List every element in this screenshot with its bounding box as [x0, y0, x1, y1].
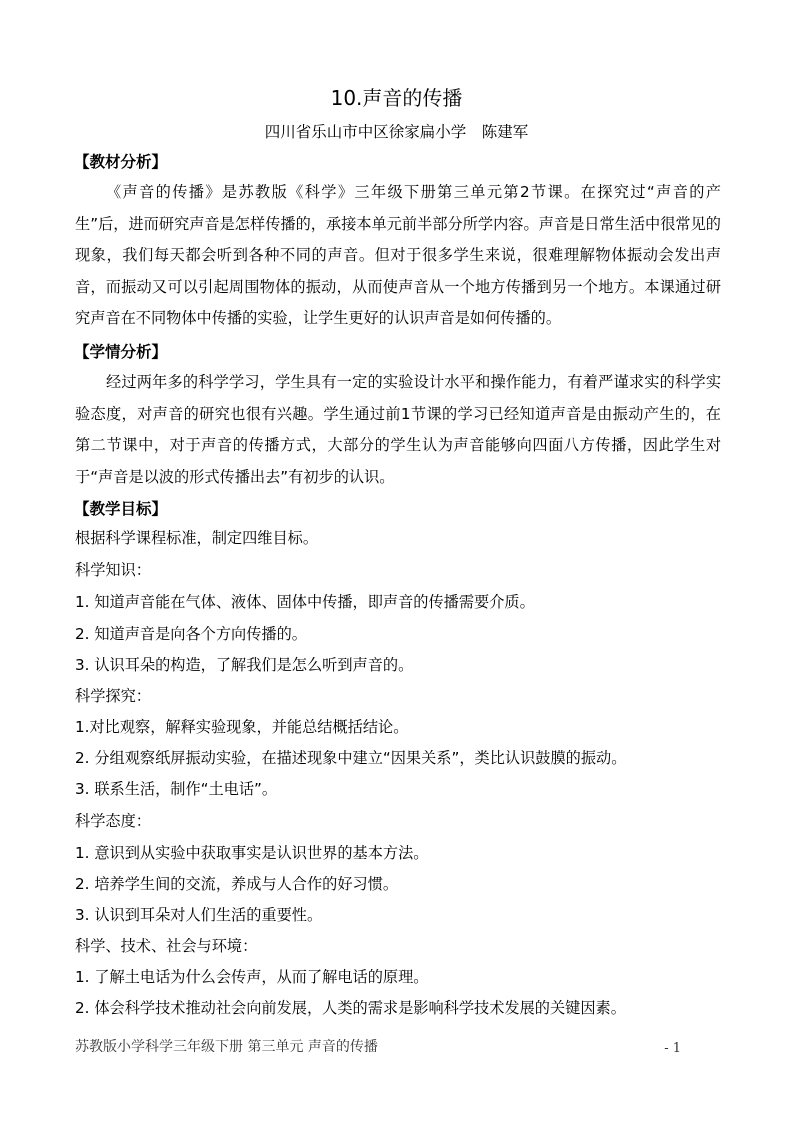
section-heading-goals: 【教学目标】 — [74, 500, 168, 518]
knowledge-item: 3. 认识耳朵的构造，了解我们是怎么听到声音的。 — [75, 656, 414, 674]
attitude-item: 3. 认识到耳朵对人们生活的重要性。 — [75, 906, 323, 924]
sts-item: 2. 体会科学技术推动社会向前发展，人类的需求是影响科学技术发展的关键因素。 — [75, 999, 626, 1017]
section-heading-analysis: 【教材分析】 — [74, 153, 168, 171]
inquiry-item: 3. 联系生活，制作“土电话”。 — [75, 780, 278, 798]
attitude-label: 科学态度： — [75, 812, 151, 830]
footer-text: 苏教版小学科学三年级下册 第三单元 声音的传播 — [75, 1039, 378, 1055]
inquiry-item: 1.对比观察，解释实验现象，并能总结概括结论。 — [75, 718, 409, 736]
analysis-paragraph: 《声音的传播》是苏教版《科学》三年级下册第三单元第2节课。在探究过“声音的产生”后，进而研究声音是怎样传播的，承接本单元前半部分所学内容。声音是日常生活中很常见的现象，我们每天都会听到各种不同的声音。但对于很多学生来说，很难理解物体振动会发出声音，而振动又可以引起周围物体的振动，从而使声音从一个地方传播到另一个地方。本课通过研究声音在不同物体中传播的实验，让学生更好的认识声音是如何传播的。 — [75, 183, 721, 328]
footer-divider — [75, 1033, 721, 1034]
inquiry-label: 科学探究： — [75, 687, 151, 705]
sts-item: 1. 了解土电话为什么会传声，从而了解电话的原理。 — [75, 968, 429, 986]
knowledge-item: 2. 知道声音是向各个方向传播的。 — [75, 625, 307, 643]
document-author: 四川省乐山市中区徐家扁小学 陈建军 — [264, 123, 529, 141]
sts-label: 科学、技术、社会与环境： — [75, 937, 258, 955]
knowledge-label: 科学知识： — [75, 561, 151, 579]
students-paragraph: 经过两年多的科学学习，学生具有一定的实验设计水平和操作能力，有着严谨求实的科学实验态度，对声音的研究也很有兴趣。学生通过前1节课的学习已经知道声音是由振动产生的，在第二节课中，对于声音的传播方式，大部分的学生认为声音能够向四面八方传播，因此学生对于“声音是以波的形式传播出去”有初步的认识。 — [75, 373, 721, 486]
section-heading-students: 【学情分析】 — [74, 343, 168, 361]
attitude-item: 1. 意识到从实验中获取事实是认识世界的基本方法。 — [75, 844, 429, 862]
page-number: - 1 — [664, 1041, 681, 1056]
document-title: 10.声音的传播 — [330, 86, 463, 110]
goals-intro: 根据科学课程标准，制定四维目标。 — [75, 529, 318, 547]
attitude-item: 2. 培养学生间的交流，养成与人合作的好习惯。 — [75, 875, 399, 893]
inquiry-item: 2. 分组观察纸屏振动实验，在描述现象中建立“因果关系”，类比认识鼓膜的振动。 — [75, 749, 627, 767]
knowledge-item: 1. 知道声音能在气体、液体、固体中传播，即声音的传播需要介质。 — [75, 593, 535, 611]
